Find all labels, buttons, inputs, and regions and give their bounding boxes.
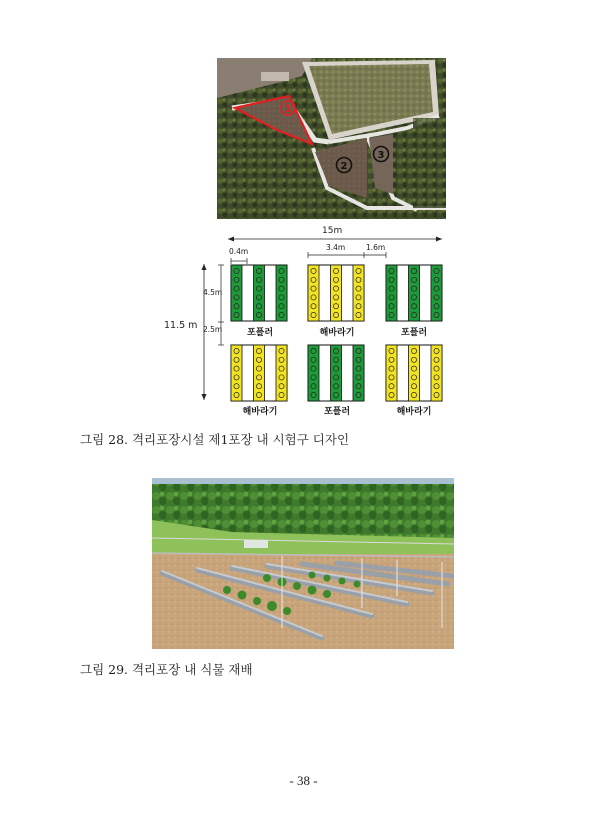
- plot-row2-2: [308, 345, 364, 401]
- dim-plot-gap: 1.6m: [366, 243, 386, 252]
- aerial-marker-2: 2: [340, 161, 348, 172]
- figure-28-caption: 그림 28. 격리포장시설 제1포장 내 시험구 디자인: [80, 432, 350, 447]
- plot-row1-3: [386, 265, 442, 321]
- dim-aisle: 2.5m: [203, 325, 223, 334]
- plot-label-row2-1: 해바라기: [242, 407, 278, 417]
- figure-29-caption: 그림 29. 격리포장 내 식물 재배: [80, 662, 253, 677]
- plot-row1-1: [231, 265, 287, 321]
- plot-label-row1-2: 해바라기: [319, 328, 355, 338]
- plot-label-row2-2: 포플러: [323, 407, 351, 417]
- plot-row2-1: [231, 345, 287, 401]
- plot-row2-3: [386, 345, 442, 401]
- dim-plot-width: 3.4m: [326, 243, 346, 252]
- aerial-marker-3: 3: [377, 150, 385, 161]
- dim-row-gap: 0.4m: [229, 247, 249, 256]
- page-number: - 38 -: [289, 773, 318, 788]
- plot-design-diagram: [160, 228, 460, 418]
- dim-plot-height: 4.5m: [203, 288, 223, 297]
- dim-total-width: 15m: [322, 226, 343, 236]
- aerial-marker-1: 1: [284, 104, 292, 115]
- plot-label-row1-3: 포플러: [400, 328, 428, 338]
- plot-row1-2: [308, 265, 364, 321]
- field-photo: [152, 478, 454, 649]
- plot-label-row1-1: 포플러: [246, 328, 274, 338]
- aerial-photo: [217, 58, 446, 219]
- plot-label-row2-3: 해바라기: [396, 407, 432, 417]
- dim-total-height: 11.5 m: [164, 320, 198, 331]
